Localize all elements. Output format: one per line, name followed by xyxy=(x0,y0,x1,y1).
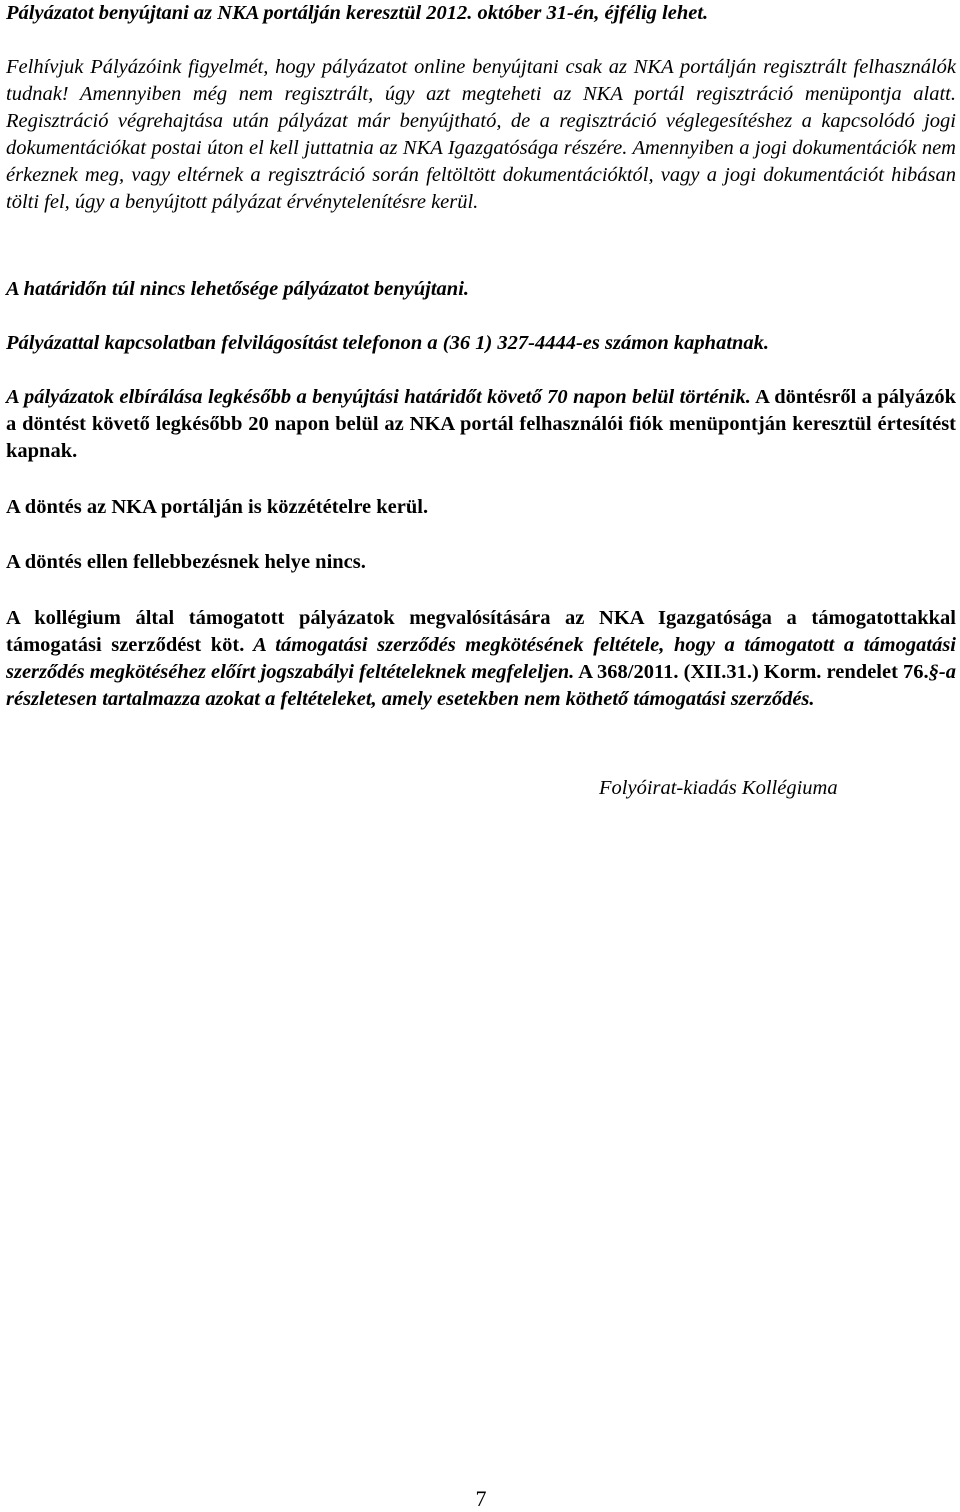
page-number: 7 xyxy=(475,1486,487,1511)
no-late-submission-notice: A határidőn túl nincs lehetősége pályázatot benyújtani. xyxy=(6,278,470,300)
registration-text-3: Amennyiben a jogi dokumentációk nem érkeznek meg, vagy eltérnek a regisztráció során feltöltött dokumentációktól, vagy a jogi dokumentációt hibásan tölti fel, úgy a benyújtott pályázat érvénytelenítésre kerül. xyxy=(6,137,956,213)
registration-text-2: Regisztráció végrehajtása után pályázat már benyújtható, de a regisztráció véglegesítéshez a kapcsolódó jogi dokumentációkat postai úton el kell juttatnia az NKA Igazgatósága részére. xyxy=(6,110,956,159)
signature: Folyóirat-kiadás Kollégiuma xyxy=(599,777,838,799)
registration-paragraph xyxy=(6,54,956,216)
decision-notification-text: A döntésről a pályázók a döntést követő legkésőbb 20 napon belül az NKA portál felhasználói fiók menüpontján keresztül értesítést kapnak. xyxy=(6,386,956,462)
contract-text-3: A 368/2011. (XII.31.) Korm. rendelet 76. xyxy=(574,661,929,683)
contract-text-1: A kollégium által támogatott pályázatok megvalósítására az NKA Igazgatósága a támogatottakkal támogatási szerződést köt. xyxy=(6,607,956,656)
no-appeal-notice: A döntés ellen fellebbezésnek helye nincs. xyxy=(6,551,366,573)
publication-notice: A döntés az NKA portálján is közzétételre kerül. xyxy=(6,496,429,518)
phone-info: Pályázattal kapcsolatban felvilágosítást telefonon a (36 1) 327-4444-es számon kaphatnak. xyxy=(6,332,770,354)
contract-paragraph xyxy=(6,605,956,713)
contract-text-4: §-a részletesen tartalmazza azokat a feltételeket, amely esetekben nem köthető támogatási szerződés. xyxy=(6,661,956,710)
registration-text-1: Felhívjuk Pályázóink figyelmét, hogy pályázatot online benyújtani csak az NKA portálján regisztrált felhasználók tudnak! Amennyiben még nem regisztrált, úgy azt megteheti az NKA portál regisztráció menüpontja alatt. xyxy=(6,56,956,105)
evaluation-deadline-text: A pályázatok elbírálása legkésőbb a benyújtási határidőt követő 70 napon belül történik. xyxy=(6,386,751,408)
deadline-notice: Pályázatot benyújtani az NKA portálján keresztül 2012. október 31-én, éjfélig lehet. xyxy=(6,2,709,24)
evaluation-paragraph xyxy=(6,384,956,465)
contract-text-2: A támogatási szerződés megkötésének feltétele, hogy a támogatott a támogatási szerződés megkötéséhez előírt jogszabályi feltételeknek megfeleljen. xyxy=(6,634,956,683)
